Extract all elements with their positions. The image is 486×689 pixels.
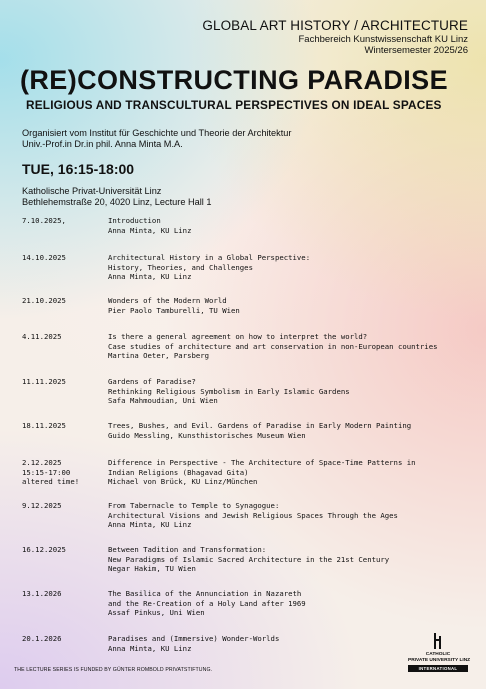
schedule-date: 9.12.2025 bbox=[22, 501, 62, 510]
poster-title: (RE)CONSTRUCTING PARADISE bbox=[20, 65, 448, 95]
schedule-date: 13.1.2026 bbox=[22, 589, 62, 598]
schedule-date: 21.10.2025 bbox=[22, 296, 66, 305]
organizer bbox=[22, 128, 291, 150]
lecture-time: TUE, 16:15-18:00 bbox=[22, 161, 135, 177]
schedule-lecture: Wonders of the Modern World Pier Paolo Tamburelli, TU Wien bbox=[108, 296, 240, 315]
organizer-professor: Univ.-Prof.in Dr.in phil. Anna Minta M.A. bbox=[22, 139, 183, 149]
venue-name: Katholische Privat-Universität Linz bbox=[22, 186, 162, 196]
schedule-row bbox=[22, 377, 472, 406]
venue bbox=[22, 186, 211, 208]
schedule-date: 14.10.2025 bbox=[22, 253, 66, 262]
funding-note: THE LECTURE SERIES IS FUNDED BY GÜNTER ROMBOLD PRIVATSTIFTUNG. bbox=[14, 667, 213, 673]
schedule-date: 11.11.2025 bbox=[22, 377, 66, 386]
schedule-row bbox=[22, 332, 472, 361]
schedule-row bbox=[22, 216, 472, 235]
schedule-date: 2.12.2025 15:15-17:00 altered time! bbox=[22, 458, 80, 487]
university-logo bbox=[408, 633, 471, 672]
schedule-lecture: From Tabernacle to Temple to Synagogue: Architectural Visions and Jewish Religious Spaces Through the Ages Anna Minta, KU Linz bbox=[108, 501, 398, 530]
schedule-row bbox=[22, 634, 472, 653]
schedule-lecture: The Basilica of the Annunciation in Nazareth and the Re-Creation of a Holy Land after 1969 Assaf Pinkus, Uni Wien bbox=[108, 589, 306, 618]
header-semester: Wintersemester 2025/26 bbox=[364, 45, 468, 56]
schedule-lecture: Between Tadition and Transformation: New Paradigms of Islamic Sacred Architecture in the 21st Century Negar Hakim, TU Wien bbox=[108, 545, 390, 574]
schedule-lecture: Trees, Bushes, and Evil. Gardens of Paradise in Early Modern Painting Guido Messling, Kunsthistorisches Museum Wien bbox=[108, 421, 412, 440]
schedule-lecture: Architectural History in a Global Perspective: History, Theories, and Challenges Anna Minta, KU Linz bbox=[108, 253, 311, 282]
header-title: GLOBAL ART HISTORY / ARCHITECTURE bbox=[202, 18, 468, 33]
schedule-lecture: Introduction Anna Minta, KU Linz bbox=[108, 216, 192, 235]
logo-badge: INTERNATIONAL bbox=[408, 665, 468, 672]
schedule-lecture: Difference in Perspective - The Architecture of Space-Time Patterns in Indian Religions (Bhagavad Gita) Michael von Brück, KU Linz/München bbox=[108, 458, 416, 487]
organizer-institute: Organisiert vom Institut für Geschichte und Theorie der Architektur bbox=[22, 128, 292, 138]
schedule-row bbox=[22, 501, 472, 530]
schedule-date: 18.11.2025 bbox=[22, 421, 66, 430]
schedule-lecture: Is there a general agreement on how to interpret the world? Case studies of architecture and art conservation in non-European countries Martina Oeter, Parsberg bbox=[108, 332, 438, 361]
logo-line1: CATHOLIC bbox=[425, 652, 451, 657]
schedule-row bbox=[22, 421, 472, 440]
schedule-lecture: Gardens of Paradise? Rethinking Religious Symbolism in Early Islamic Gardens Safa Mahmoudian, Uni Wien bbox=[108, 377, 350, 406]
logo-line2: PRIVATE UNIVERSITY LINZ bbox=[408, 657, 471, 663]
schedule-date: 7.10.2025, bbox=[22, 216, 66, 225]
schedule-row bbox=[22, 545, 472, 574]
header bbox=[0, 18, 468, 56]
header-department: Fachbereich Kunstwissenschaft KU Linz bbox=[298, 34, 468, 45]
university-logo-icon bbox=[432, 633, 444, 649]
schedule-row bbox=[22, 589, 472, 618]
schedule-date: 4.11.2025 bbox=[22, 332, 62, 341]
schedule-row bbox=[22, 253, 472, 282]
schedule-row bbox=[22, 458, 472, 487]
schedule-lecture: Paradises and (Immersive) Wonder-Worlds Anna Minta, KU Linz bbox=[108, 634, 280, 653]
poster-subtitle: RELIGIOUS AND TRANSCULTURAL PERSPECTIVES ON IDEAL SPACES bbox=[26, 98, 442, 112]
schedule-date: 20.1.2026 bbox=[22, 634, 62, 643]
venue-address: Bethlehemstraße 20, 4020 Linz, Lecture Hall 1 bbox=[22, 197, 212, 207]
schedule-date: 16.12.2025 bbox=[22, 545, 66, 554]
schedule-row bbox=[22, 296, 472, 315]
